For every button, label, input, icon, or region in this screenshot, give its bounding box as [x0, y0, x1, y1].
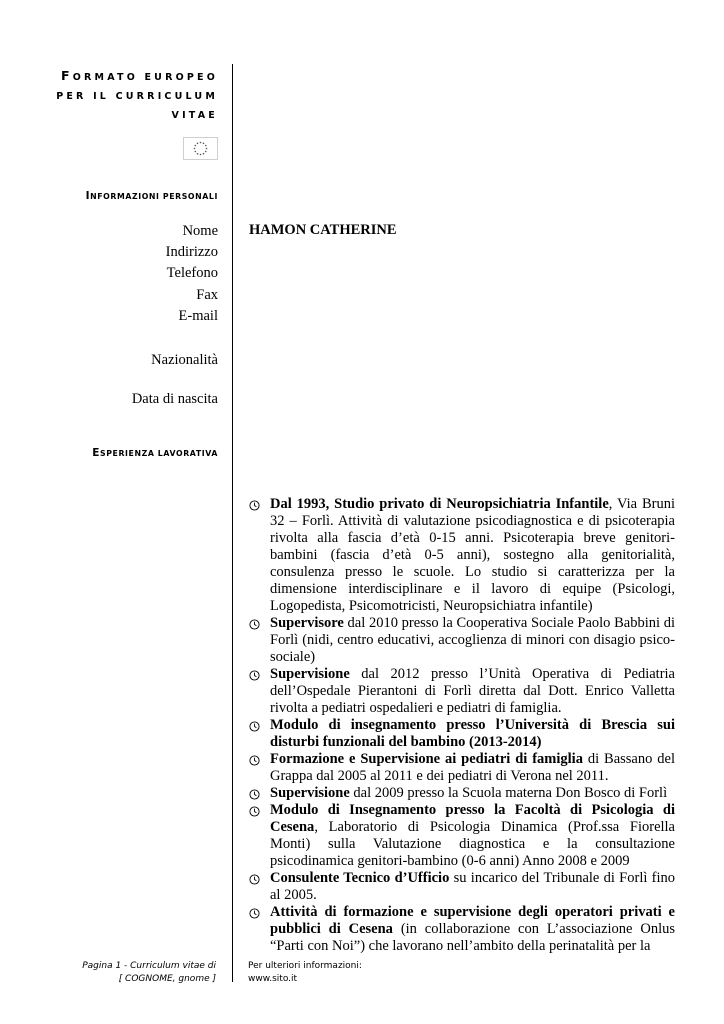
footer-more-line1: Per ulteriori informazioni: [248, 961, 362, 971]
experience-list [249, 496, 675, 955]
heading-line3: VITAE [171, 110, 218, 121]
experience-item-title: Modulo di Insegnamento presso la Facoltà di Psicologia di Cesena [270, 802, 675, 835]
experience-item-title: Modulo di insegnamento presso l’Università di Brescia sui disturbi funzionali del bambino (2013-2014) [270, 717, 675, 750]
clock-bullet-icon [249, 754, 260, 765]
label-indirizzo: Indirizzo [165, 244, 218, 260]
footer-page-info [16, 960, 216, 985]
experience-item-title: Supervisore [270, 615, 344, 631]
eu-stars-icon [184, 138, 217, 159]
experience-item-text: dal 2012 presso l’Unità Operativa di Pediatria dell’Ospedale Pierantoni di Forlì diretta dal Dott. Enrico Valletta rivolta a pediatri ospedalieri e pediatri di famiglia. [270, 666, 675, 716]
label-data-nascita: Data di nascita [131, 391, 218, 407]
experience-item-text: dal 2009 presso la Scuola materna Don Bosco di Forlì [349, 785, 668, 801]
experience-item [249, 785, 675, 802]
experience-item-title: Dal 1993, Studio privato di Neuropsichiatria Infantile [270, 496, 609, 512]
experience-item-title: Formazione e Supervisione ai pediatri di famiglia [270, 751, 583, 767]
heading-line2: PER IL CURRICULUM [56, 91, 218, 102]
experience-item [249, 802, 675, 870]
personal-info-heading: INFORMAZIONI PERSONALI [85, 190, 218, 202]
footer-page-line1: Pagina 1 - Curriculum vitae di [82, 961, 216, 971]
experience-item-text: (in collaborazione con L’associazione Onlus “Parti con Noi”) che lavorano nell’ambito della perinatalità per la [270, 921, 676, 954]
name-value: HAMON CATHERINE [249, 222, 397, 238]
experience-item-title: Supervisione [270, 785, 350, 801]
experience-item [249, 496, 675, 615]
experience-item-title: Consulente Tecnico d’Ufficio [270, 870, 450, 886]
experience-item-title: Supervisione [270, 666, 350, 682]
experience-item-text: di Bassano del Grappa dal 2005 al 2011 e dei pediatri di Verona nel 2011. [270, 751, 675, 784]
experience-item-text: dal 2010 presso la Cooperativa Sociale Paolo Babbini di Forlì (nidi, centro educativi, accoglienza di minori con disagio psico-sociale) [270, 615, 675, 665]
label-telefono: Telefono [166, 265, 218, 281]
column-divider [232, 64, 233, 982]
label-nazionalita: Nazionalità [151, 352, 218, 368]
experience-item [249, 904, 675, 955]
experience-item-text: su incarico del Tribunale di Forlì fino al 2005. [270, 870, 676, 903]
experience-item [249, 666, 675, 717]
experience-item [249, 870, 675, 904]
clock-bullet-icon [249, 788, 260, 799]
experience-item [249, 751, 675, 785]
clock-bullet-icon [249, 669, 260, 680]
eu-flag-icon [183, 137, 218, 160]
clock-bullet-icon [249, 873, 260, 884]
label-nome: Nome [182, 223, 218, 239]
heading-initial: F [61, 68, 73, 83]
clock-bullet-icon [249, 618, 260, 629]
experience-item-text: , Via Bruni 32 – Forlì. Attività di valutazione psicodiagnostica e di psicoterapia rivolta alla fascia d’età 0-15 anni. Psicoterapia breve genitori-bambini (fascia d’età 0-5 anni), sostegno alla genitorialità, consulenza presso le scuole. Lo studio si caratterizza per la dimensione interdisciplinare e il lavoro di equipe (Psicologi, Logopedista, Psicomotricisti, Neuropsichiatra infantile) [270, 496, 675, 614]
label-fax: Fax [196, 287, 218, 303]
experience-item [249, 717, 675, 751]
experience-item-title: Attività di formazione e supervisione degli operatori privati e pubblici di Cesena [270, 904, 675, 937]
footer-more-info [248, 960, 448, 985]
clock-bullet-icon [249, 907, 260, 918]
cv-format-heading [38, 66, 218, 125]
experience-item [249, 615, 675, 666]
label-email: E-mail [178, 308, 218, 324]
heading-line1: ORMATO EUROPEO [72, 72, 218, 83]
footer-website-link[interactable]: www.sito.it [248, 973, 298, 984]
footer-page-line2: [ COGNOME, gnome ] [118, 973, 216, 984]
clock-bullet-icon [249, 499, 260, 510]
experience-item-text: , Laboratorio di Psicologia Dinamica (Prof.ssa Fiorella Monti) sulla Valutazione diagnostica e la consultazione psicodinamica genitori-bambino (0-6 anni) Anno 2008 e 2009 [270, 819, 675, 869]
clock-bullet-icon [249, 720, 260, 731]
clock-bullet-icon [249, 805, 260, 816]
work-experience-heading: ESPERIENZA LAVORATIVA [92, 447, 218, 459]
